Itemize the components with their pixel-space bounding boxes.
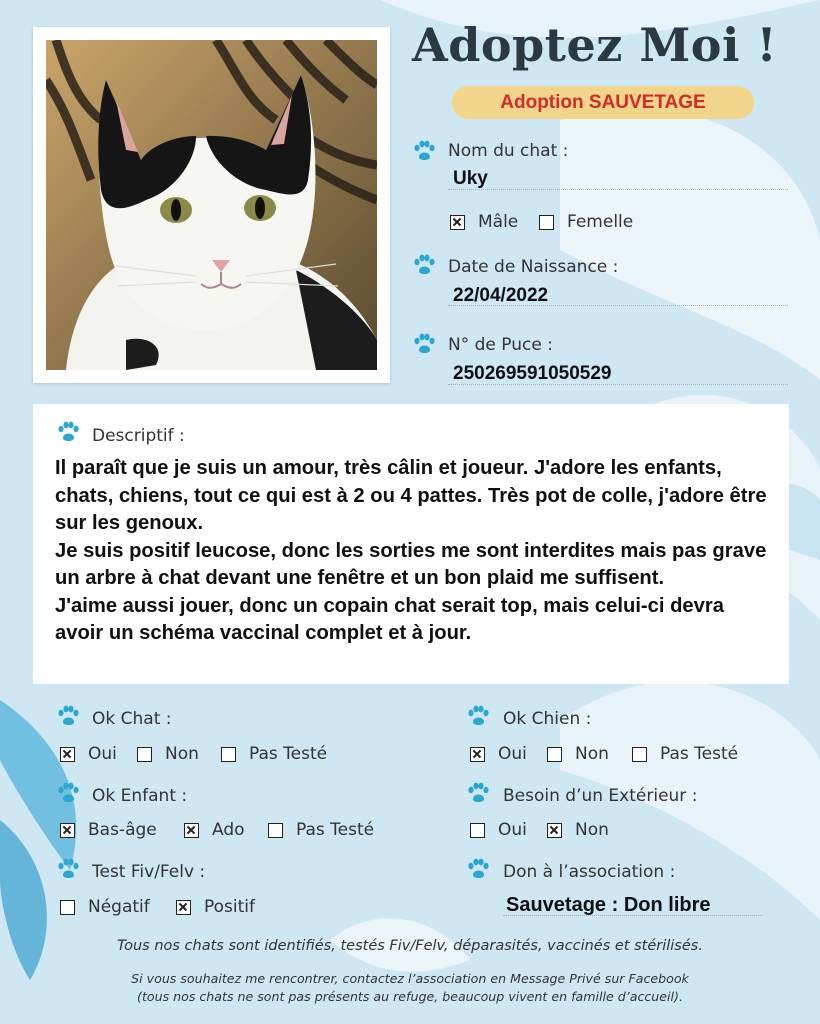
birth-value: 22/04/2022 (453, 285, 549, 306)
footer-contact-line: Si vous souhaitez me rencontrer, contactez l’association en Message Privé sur Facebook (131, 971, 689, 986)
option-label: Oui (88, 744, 117, 764)
sex-female-label: Femelle (567, 212, 634, 232)
option-label: Négatif (88, 897, 150, 917)
description-paragraph: J'aime aussi jouer, donc un copain chat serait top, mais celui-ci devra avoir un schéma vaccinal complet et à jour. (55, 594, 724, 644)
test-positif-checkbox[interactable] (176, 900, 191, 915)
don-value: Sauvetage : Don libre (506, 894, 711, 916)
option-label: Oui (498, 820, 527, 840)
chip-underline (448, 384, 788, 385)
paw-icon (466, 858, 490, 880)
ok-chat-oui-checkbox[interactable] (60, 747, 75, 762)
ok-chat-pas-teste-checkbox[interactable] (221, 747, 236, 762)
option-label: Pas Testé (249, 744, 328, 764)
description-paragraph: Il paraît que je suis un amour, très câlin et joueur. J'adore les enfants, chats, chiens, tout ce qui est à 2 ou 4 pattes. Très pot de colle, j'adore être sur les genoux. (55, 457, 767, 534)
footer-note: Tous nos chats sont identifiés, testés Fiv/Felv, déparasités, vaccinés et stérilisés. (117, 938, 703, 954)
test-negatif-checkbox[interactable] (60, 900, 75, 915)
chip-label: N° de Puce : (448, 335, 553, 355)
ok-chien-pas-teste-checkbox[interactable] (632, 747, 647, 762)
page-title: Adoptez Moi ! (412, 18, 778, 72)
option-label: Positif (204, 897, 255, 917)
paw-icon (412, 254, 436, 276)
description-text (55, 455, 775, 648)
ok-chien-non-checkbox[interactable] (547, 747, 562, 762)
name-underline (448, 189, 788, 190)
ok-enfant-bas-age-checkbox[interactable] (60, 823, 75, 838)
ok-chien-label: Ok Chien : (503, 709, 592, 729)
sex-male-checkbox[interactable] (450, 215, 465, 230)
test-label: Test Fiv/Felv : (92, 862, 206, 882)
option-label: Bas-âge (88, 820, 157, 840)
don-label: Don à l’association : (503, 862, 676, 882)
name-label: Nom du chat : (448, 141, 569, 161)
exterieur-non-checkbox[interactable] (547, 823, 562, 838)
birth-underline (448, 305, 788, 306)
option-label: Oui (498, 744, 527, 764)
adoption-badge: Adoption SAUVETAGE (452, 86, 754, 119)
paw-icon (466, 782, 490, 804)
cat-photo (46, 40, 377, 370)
paw-icon (56, 858, 80, 880)
name-value: Uky (453, 168, 488, 189)
photo-frame (33, 27, 390, 383)
option-label: Ado (212, 820, 245, 840)
description-label: Descriptif : (92, 426, 185, 446)
paw-icon (412, 140, 436, 162)
paw-icon (56, 421, 80, 443)
option-label: Non (575, 820, 609, 840)
cat-illustration (46, 40, 377, 370)
option-label: Non (575, 744, 609, 764)
ok-enfant-ado-checkbox[interactable] (184, 823, 199, 838)
paw-icon (56, 782, 80, 804)
option-label: Non (165, 744, 199, 764)
exterieur-label: Besoin d’un Extérieur : (503, 786, 698, 806)
option-label: Pas Testé (660, 744, 739, 764)
paw-icon (412, 333, 436, 355)
birth-label: Date de Naissance : (448, 257, 619, 277)
paw-icon (466, 705, 490, 727)
paw-icon (56, 705, 80, 727)
don-underline (503, 915, 763, 916)
footer-contact (0, 970, 820, 1006)
ok-enfant-pas-teste-checkbox[interactable] (268, 823, 283, 838)
footer-contact-line: (tous nos chats ne sont pas présents au refuge, beaucoup vivent en famille d’accueil). (137, 989, 683, 1004)
ok-enfant-label: Ok Enfant : (92, 786, 188, 806)
exterieur-oui-checkbox[interactable] (470, 823, 485, 838)
description-paragraph: Je suis positif leucose, donc les sorties me sont interdites mais pas grave un arbre à chat devant une fenêtre et un bon plaid me suffisent. (55, 539, 767, 589)
ok-chien-oui-checkbox[interactable] (470, 747, 485, 762)
option-label: Pas Testé (296, 820, 375, 840)
sex-male-label: Mâle (478, 212, 519, 232)
ok-chat-label: Ok Chat : (92, 709, 172, 729)
sex-female-checkbox[interactable] (539, 215, 554, 230)
chip-value: 250269591050529 (453, 363, 612, 384)
ok-chat-non-checkbox[interactable] (137, 747, 152, 762)
